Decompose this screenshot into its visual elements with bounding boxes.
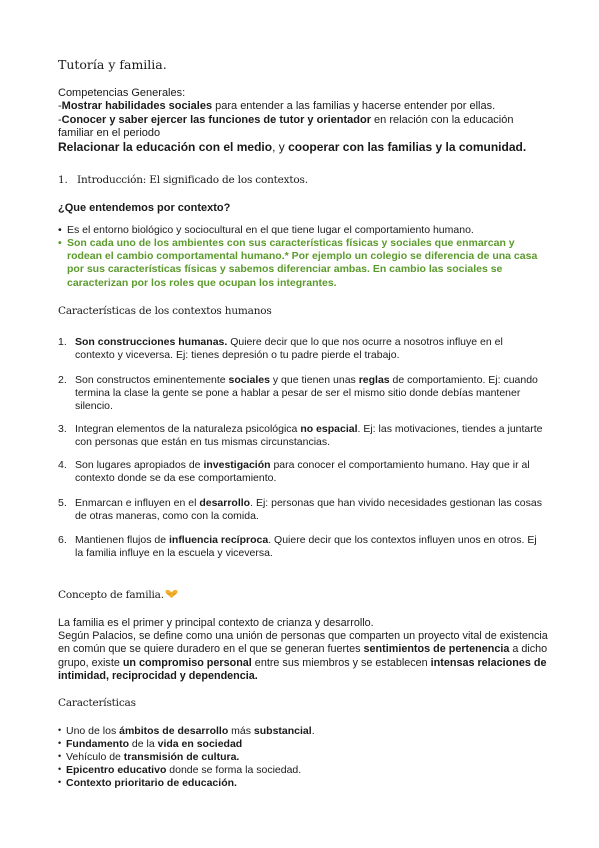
question-heading: ¿Que entendemos por contexto? xyxy=(58,202,231,214)
heart-hands-icon xyxy=(165,589,178,599)
competencia-1: -Mostrar habilidades sociales para entender a las familias y hacerse entender por ellas. xyxy=(58,100,496,113)
competencias-heading: Competencias Generales: xyxy=(58,87,186,99)
caracteristicas-heading: Características de los contextos humanos xyxy=(58,305,272,317)
list-item-4: 4. Son lugares apropiados de investigación para conocer el comportamiento humano. Hay que ir al contexto donde se da ese comportamiento. xyxy=(58,459,530,485)
bullet-item-highlight: • Son cada uno de los ambientes con sus características físicas y sociales que enmarcan y rodean el cambio comportamental humano.* Por ejemplo un colegio se diferencia de una casa por sus características físicas y sabemos diferenciar ambas. En cambio las sociales se caracterizan por los roles que ocupan los integrantes. xyxy=(58,237,538,289)
bullet-item: • Es el entorno biológico y sociocultural en el que tiene lugar el comportamiento humano. xyxy=(58,224,474,236)
list-item-5: 5. Enmarcan e influyen en el desarrollo. Ej: personas que han vivido necesidades gestionan las cosas de otras maneras, como con la comida. xyxy=(58,497,542,523)
page-title: Tutoría y familia. xyxy=(58,57,167,72)
section-1-heading: 1. Introducción: El significado de los contextos. xyxy=(58,174,308,186)
list-item: • Epicentro educativo donde se forma la sociedad. xyxy=(58,764,302,776)
familia-heading: Concepto de familia. xyxy=(58,589,178,601)
competencia-2: -Conocer y saber ejercer las funciones de tutor y orientador en relación con la educación familiar en el periodo xyxy=(58,113,514,140)
familia-paragraph: La familia es el primer y principal contexto de crianza y desarrollo. Según Palacios, se define como una unión de personas que comparten un proyecto vital de existencia en común que se quiere duradero en el que se generan fuertes sentimientos de pertenencia a dicho grupo, existe un compromiso personal entre sus miembros y se establecen intensas relaciones de intimidad, reciprocidad y dependencia. xyxy=(58,617,548,682)
competencias-block xyxy=(58,87,548,154)
list-item: • Fundamento de la vida en sociedad xyxy=(58,738,243,750)
list-item: • Uno de los ámbitos de desarrollo más substancial. xyxy=(58,725,315,737)
caracteristicas-familia-heading: Características xyxy=(58,697,136,709)
list-item: • Vehículo de transmisión de cultura. xyxy=(58,751,240,763)
list-item-2: 2. Son constructos eminentemente sociales y que tienen unas reglas de comportamiento. Ej: cuando termina la clase la gente se pone a hablar a pesar de ser el mismo sitio donde debías mantener silencio. xyxy=(58,374,538,413)
competencia-3: Relacionar la educación con el medio, y cooperar con las familias y la comunidad. xyxy=(58,139,527,154)
list-item-3: 3. Integran elementos de la naturaleza psicológica no espacial. Ej: las motivaciones, tiendes a juntarte con personas que están en tus mismas circunstancias. xyxy=(58,423,543,449)
list-item-6: 6. Mantienen flujos de influencia recíproca. Quiere decir que los contextos influyen unos en otros. Ej la familia influye en la escuela y viceversa. xyxy=(58,534,537,560)
list-item-1: 1. Son construcciones humanas. Quiere decir que lo que nos ocurre a nosotros influye en el contexto y viceversa. Ej: tienes depresión o tu padre pierde el trabajo. xyxy=(58,336,503,362)
list-item: • Contexto prioritario de educación. xyxy=(58,777,237,789)
